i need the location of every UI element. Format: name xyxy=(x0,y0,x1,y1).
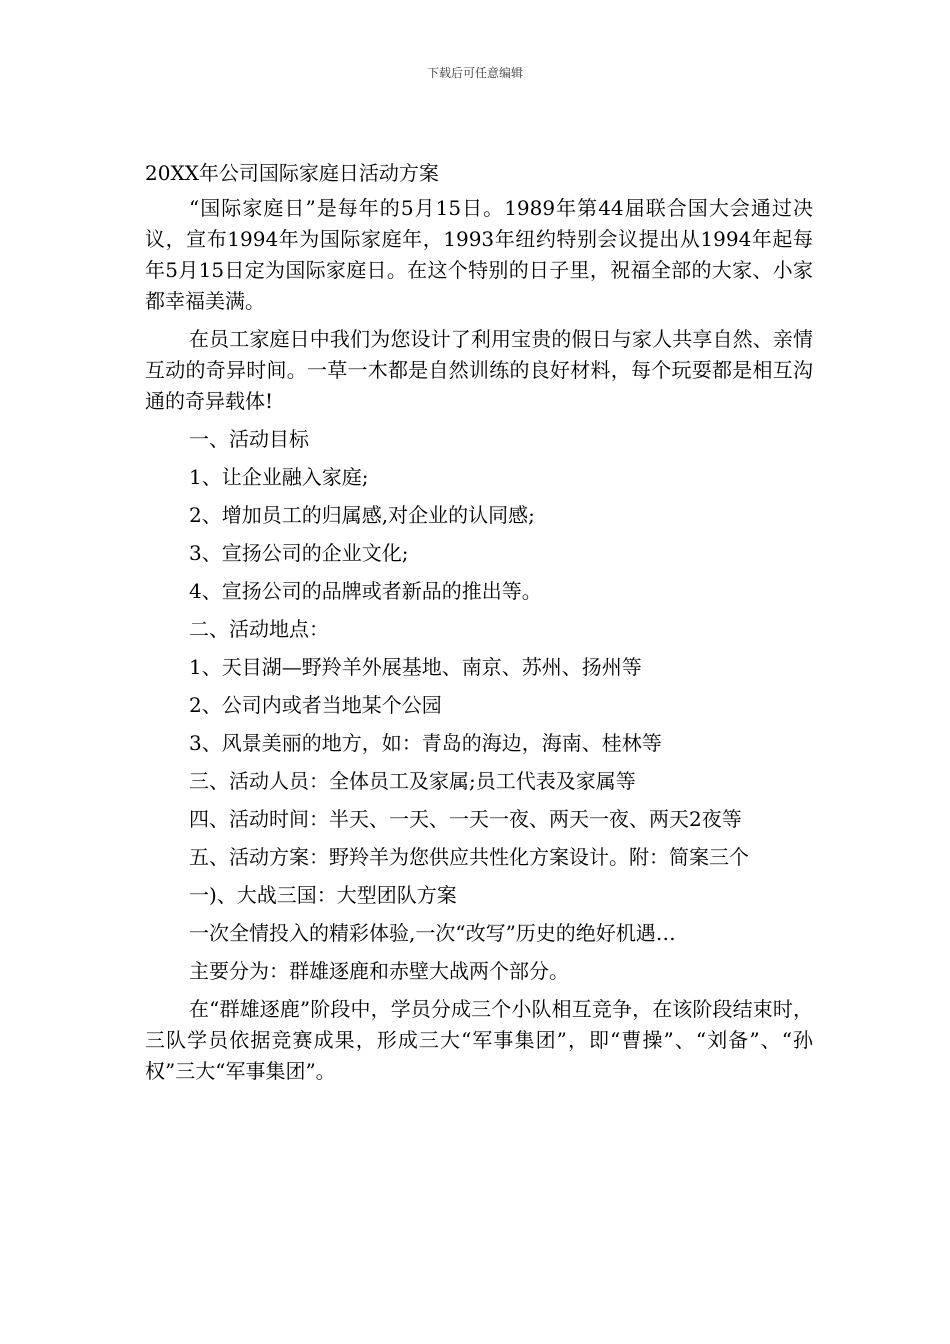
list-item: 2、公司内或者当地某个公园 xyxy=(189,693,442,717)
document-body xyxy=(145,158,813,1087)
section-heading-time: 四、活动时间：半天、一天、一天一夜、两天一夜、两天2夜等 xyxy=(189,807,742,831)
page-header: 下载后可任意编辑 xyxy=(426,66,523,80)
paragraph-intro: “国际家庭日”是每年的5月15日。1989年第44届联合国大会通过决议，宣布1994年为国际家庭年，1993年纽约特别会议提出从1994年起每年5月15日定为国际家庭日。在这个特别的日子里，祝福全部的大家、小家都幸福美满。 xyxy=(145,196,813,313)
section-heading-people: 三、活动人员：全体员工及家属;员工代表及家属等 xyxy=(189,769,636,793)
paragraph: 在“群雄逐鹿”阶段中，学员分成三个小队相互竞争，在该阶段结束时，三队学员依据竞赛成果，形成三大“军事集团”，即“曹操”、“刘备”、“孙权”三大“军事集团”。 xyxy=(145,997,813,1083)
list-item: 3、风景美丽的地方，如：青岛的海边，海南、桂林等 xyxy=(189,731,662,755)
paragraph: 主要分为：群雄逐鹿和赤壁大战两个部分。 xyxy=(189,959,569,983)
list-item: 1、天目湖—野羚羊外展基地、南京、苏州、扬州等 xyxy=(189,655,642,679)
list-item: 1、让企业融入家庭; xyxy=(189,465,369,489)
list-item: 2、增加员工的归属感,对企业的认同感; xyxy=(189,503,535,527)
subsection-heading: 一)、大战三国：大型团队方案 xyxy=(189,883,457,907)
list-item: 4、宣扬公司的品牌或者新品的推出等。 xyxy=(189,579,542,603)
document-title: 20XX年公司国际家庭日活动方案 xyxy=(145,161,439,185)
list-item: 3、宣扬公司的企业文化; xyxy=(189,541,409,565)
section-heading-location: 二、活动地点： xyxy=(189,617,329,641)
paragraph: 一次全情投入的精彩体验,一次“改写”历史的绝好机遇… xyxy=(189,921,676,945)
section-heading-plan: 五、活动方案：野羚羊为您供应共性化方案设计。附：简案三个 xyxy=(189,845,749,869)
section-heading-goals: 一、活动目标 xyxy=(189,427,309,451)
paragraph-description: 在员工家庭日中我们为您设计了利用宝贵的假日与家人共享自然、亲情互动的奇异时间。一草一木都是自然训练的良好材料，每个玩耍都是相互沟通的奇异载体! xyxy=(145,327,813,413)
